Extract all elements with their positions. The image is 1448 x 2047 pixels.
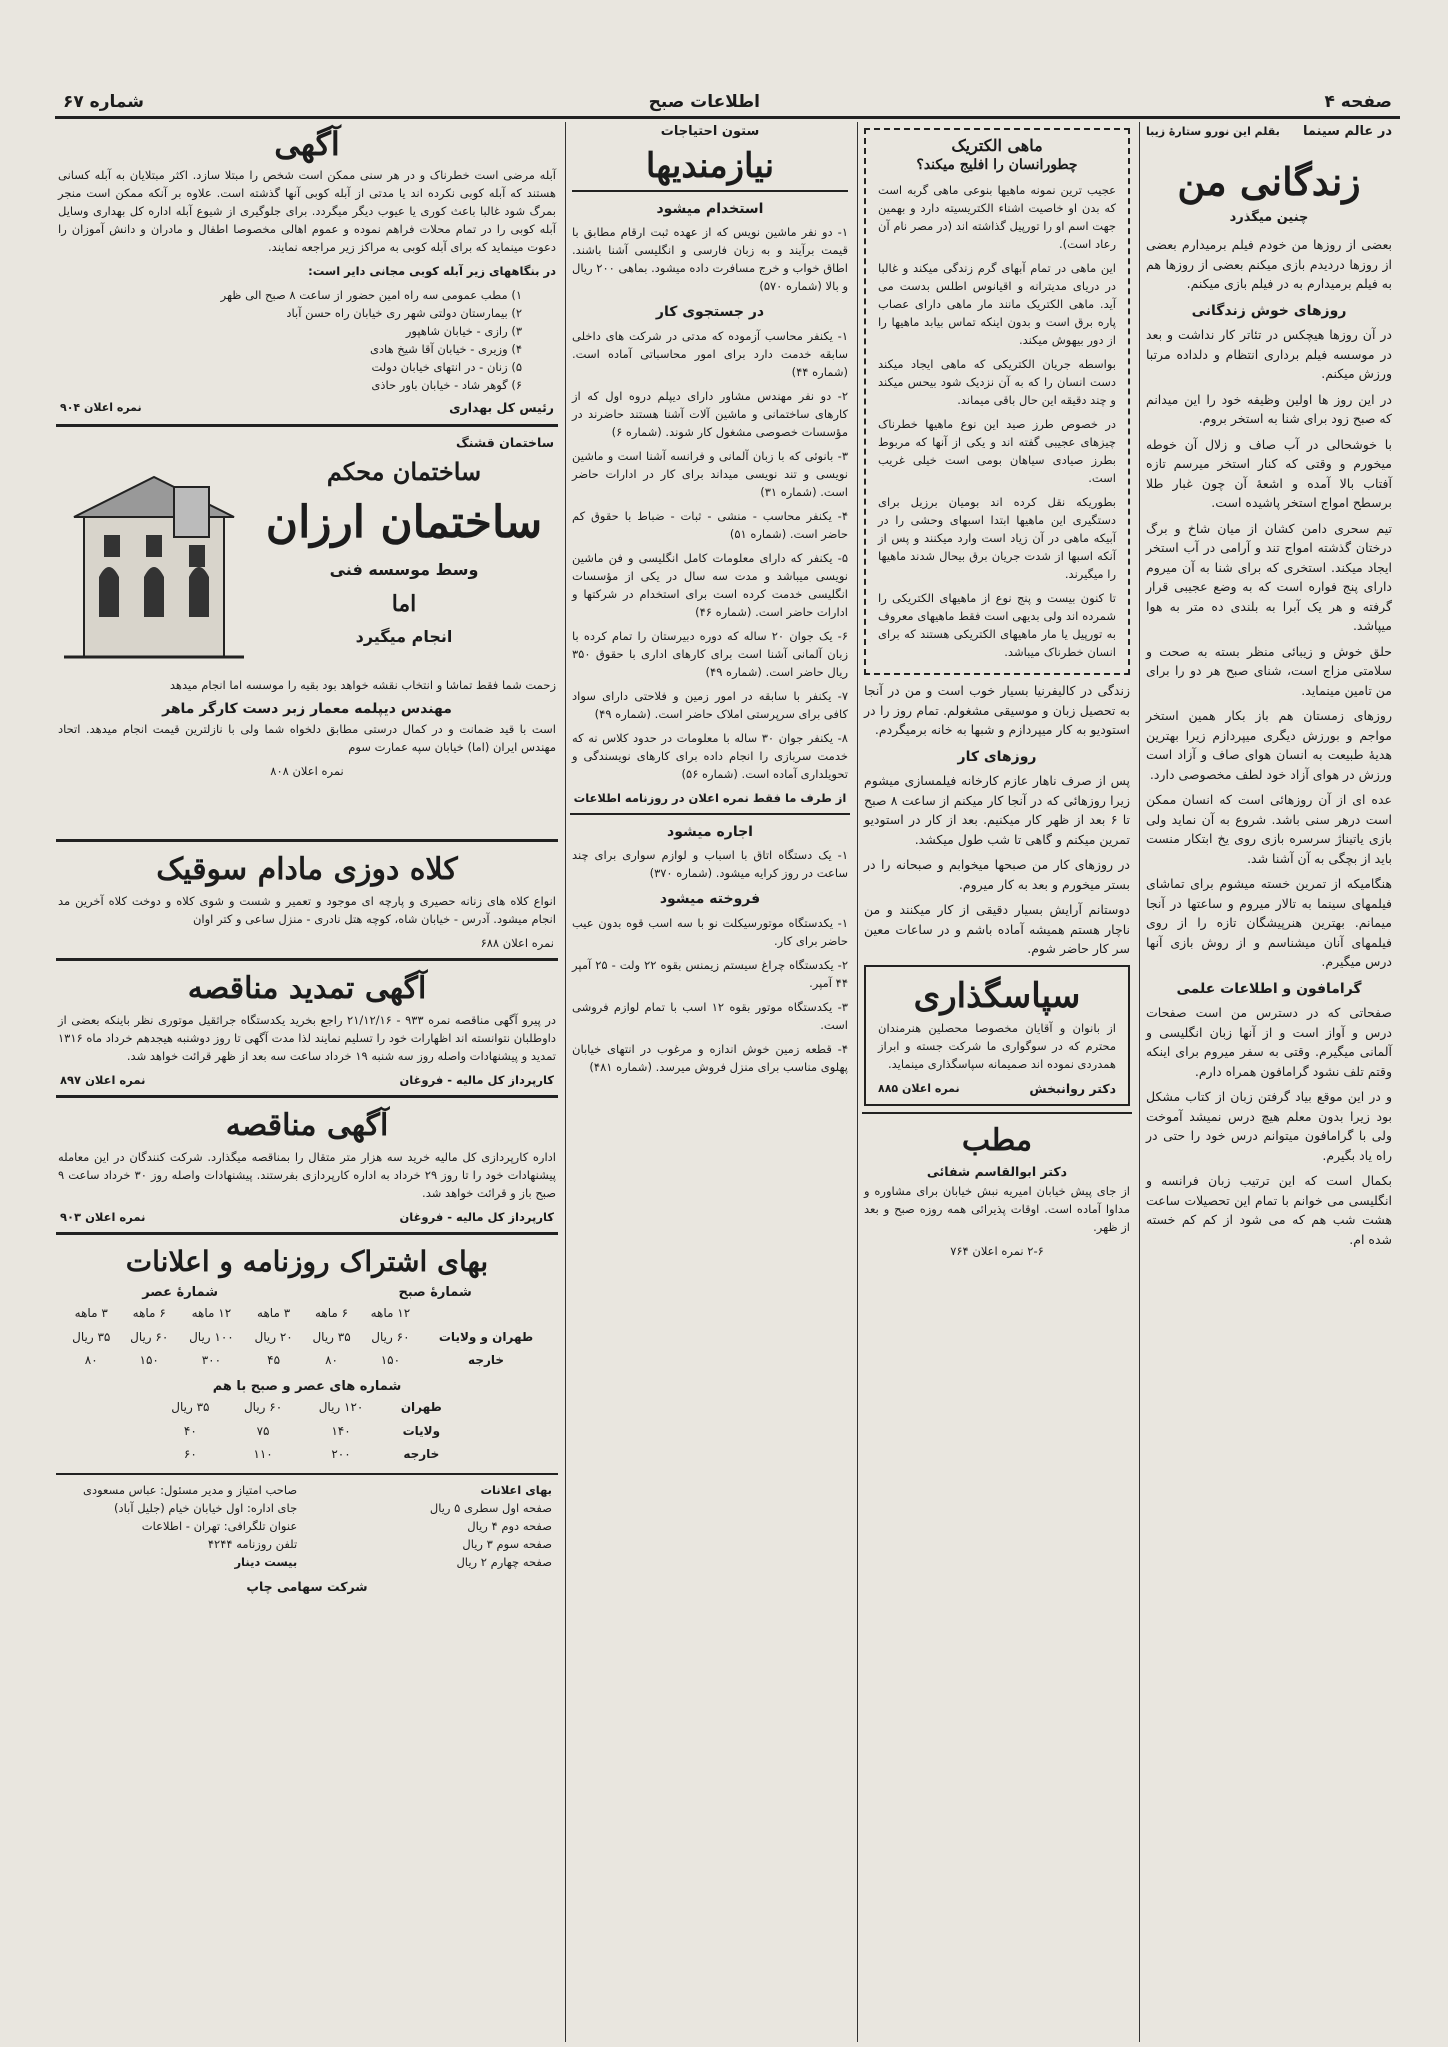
list-item: صفحه چهارم ۲ ریال — [456, 1554, 552, 1569]
table-cell: ۴۵ — [267, 1353, 281, 1367]
table-cell: ۳۵ ریال — [312, 1329, 351, 1344]
byline: بقلم این نورو ستارهٔ زیبا — [1146, 125, 1280, 138]
subheading: روزهای خوش زندگانی — [1191, 302, 1347, 319]
ad-text: از بانوان و آقایان مخصوصا محصلین هنرمندان محترم که در سوگواری ما شرکت جسته و ابراز همدردی نموده اند صمیمانه سپاسگذاری مینماید. — [878, 1020, 1116, 1071]
ad-title: آگهی مناقصه — [225, 1107, 389, 1143]
section-title: نیازمندیها — [572, 142, 848, 192]
paragraph: روزهای زمستان هم باز بکار همین استخر مواجم و بورزش دیگری میپردازم زیرا بهترین هدیهٔ طبیعت به انسان هوای صاف و آزاد است ورزش در هوای آزاد خود لطف مخصوصی دارد. — [1146, 708, 1392, 782]
list-item: ۳) رازی - خیابان شاهپور — [405, 324, 522, 338]
table-cell: ۶۰ ریال — [243, 1400, 283, 1414]
table-cell: ۴۰ — [183, 1423, 197, 1438]
table-header: ۶ ماهه — [132, 1306, 166, 1320]
table-cell: ۱۲۰ ریال — [318, 1400, 364, 1414]
ad-title: آگهی — [274, 125, 340, 163]
issue-price: بیست دینار — [234, 1554, 298, 1569]
table-header: ۱۲ ماهه — [191, 1306, 232, 1320]
masthead — [55, 90, 1400, 119]
divider — [570, 813, 850, 815]
ad-signature: دکتر روانبخش — [1029, 1080, 1116, 1096]
classified-item: ۲- یکدستگاه چراغ سیستم زیمنس بقوه ۲۲ ولت - ۲۵ آمپر ۴۴ آمپر. — [572, 957, 848, 990]
paragraph: عده ای از آن روزهائی است که انسان ممکن است درهر سنی باشد. شروع به آن نماید ولی بازی یاتیناژ سرسره بازی روی یخ ابتکار منست باید از بچگی به آن آشنا شد. — [1146, 792, 1392, 866]
thanks-ad — [864, 965, 1130, 1107]
classified-item: ۱- یکنفر محاسب آزموده که مدتی در شرکت های داخلی سابقه خدمت دارد برای امور محاسباتی آماده است. (شماره ۴۴) — [572, 328, 848, 379]
row-label: طهران — [400, 1400, 442, 1414]
classified-item: ۴- قطعه زمین خوش اندازه و مرغوب در انتهای خیابان پهلوی مناسب برای منزل فروش میرسد. (شماره ۴۸۱) — [572, 1041, 848, 1074]
clinic-list — [92, 286, 522, 394]
telegraph-line: عنوان تلگرافی: تهران - اطلاعات — [141, 1518, 298, 1533]
classified-item: ۱- دو نفر ماشین نویس که از عهده ثبت ارقام مطابق با قیمت برآیند و به زبان فارسی و انگلیسی آشنا باشند. اطاق خواب و خرج مسافرت داده میشود. بماهی ۲۰۰ ریال و بالا (شماره ۵۷۰) — [572, 225, 848, 293]
box-title: بهای اشتراک روزنامه و اعلانات — [125, 1244, 489, 1278]
divider — [56, 1232, 558, 1235]
classified-item: ۵- یکنفر که دارای معلومات کامل انگلیسی و فن ماشین نویسی میباشد و مدت سه سال در یکی از مؤسسات انگلیسی خدمت کرده است برای استخدام در شرکتها و ادارات حاضر است. (شماره ۴۶) — [572, 550, 848, 619]
classified-item: ۲- دو نفر مهندس مشاور دارای دیپلم دروه اول که از کارهای ساختمانی و ماشین آلات آشنا هستند حاضرند در مؤسسات خصوصی مشغول کار شوند. (شماره ۶) — [572, 388, 848, 439]
list-item: صفحه سوم ۳ ریال — [462, 1536, 552, 1551]
divider — [56, 424, 558, 427]
paragraph: بطوریکه نقل کرده اند بومیان برزیل برای دستگیری این ماهیها ابتدا اسبهای وحشی را در آبیکه ماهی در آن زیاد است وارد میکنند و پس از آنکه اسبها از شدت جریان برق بیحال شدند ماهیها را میگیرند. — [878, 495, 1116, 581]
category-heading: استخدام میشود — [656, 200, 764, 217]
list-item: ۶) گوهر شاد - خیابان باور حاذی — [371, 378, 522, 392]
table-header: ۳ ماهه — [74, 1306, 108, 1320]
paragraph: پس از صرف ناهار عازم کارخانه فیلمسازی میشوم زیرا روزهائی که در آنجا کار میکنم از ساعت ۸ صبح تا ۶ بعد از ظهر کار میکنیم. بعد از کار در استودیو تمرین میکنم و گاهی تا شب طول میکشد. — [864, 773, 1131, 847]
row-label: ولایات — [402, 1423, 441, 1438]
ad-text: از جای پیش خیابان امیریه نبش خیابان برای مشاوره و مداوا آماده است. اوقات پذیرائی همه روزه صبح و بعد از ظهر. — [864, 1183, 1130, 1234]
article-title: زندگانی من — [1177, 158, 1361, 204]
tender-ad — [52, 1104, 562, 1226]
ad-text: در پیرو آگهی مناقصه نمره ۹۳۳ - ۲۱/۱۲/۱۶ راجع بخرید یکدستگاه جراثقیل موتوری نظر باینکه بعضی از داوطلبان نتوانسته اند اظهارات خود را تسلیم نمایند لذا مدت آگهی تا روز دوشنبه هیجدهم خرداد ماه ۱۳۱۶ تمدید و پیشنهادات واصله روز سه شنبه ۱۹ خرداد ساعت سه بعد از ظهر قرائت خواهد شد. — [58, 1012, 556, 1063]
list-item: صفحه اول سطری ۵ ریال — [429, 1500, 552, 1515]
ad-text: است با قید ضمانت و در کمال درستی مطابق دلخواه شما ولی با نازلترین قیمت انجام میدهد. اتحاد مهندس ایران (اما) خیابان سپه عمارت سوم — [58, 721, 556, 754]
ad-title: کلاه دوزی مادام سوقیک — [156, 851, 458, 887]
table-cell: ۳۵ ریال — [171, 1400, 210, 1414]
paragraph: و در این موقع بیاد گرفتن زبان از کتاب مشکل بود زیرا بدون معلم هیچ درس نمیشد آموخت ولی با گرامافون میتوانم درس خود را حتی در راه یاد بگیرم. — [1146, 1089, 1392, 1163]
paragraph: در این روز ها اولین وظیفه خود را این میدانم که صبح زود برای شنا به استخر بروم. — [1146, 391, 1392, 426]
paragraph: این ماهی در تمام آبهای گرم زندگی میکند و غالبا در دریای مدیترانه و اقیانوس اطلس بدست می آید. ماهی الکتریک مانند مار ماهی دارای عصاب پاره برق است و بدون اینکه تماس بیابد ماهیها را از دور بیهوش میکند. — [878, 261, 1116, 347]
table-cell: ۲۰ ریال — [254, 1329, 293, 1344]
classified-item: ۷- یکنفر با سابقه در امور زمین و فلاحتی دارای سواد کافی برای سرپرستی املاک حاضر است. (شماره ۴۹) — [572, 688, 848, 721]
table-row — [154, 1443, 460, 1467]
paragraph: حلق خوش و زیبائی منظر بسته به صحت و سلامتی مزاج است، شنای صبح هر دو را برای من تامین مینماید. — [1146, 643, 1392, 698]
paragraph: تیم سحری دامن کشان از میان شاخ و برگ درختان گذشته امواج تند و آرامی در آب استخر ایجاد میکند. استخری که برای شنا به آن میروم دارای پنج فواره است که به وضع عجیبی قرار گرفته و هر یک آبرا به بلندی ده متر به هوا میپاشد. — [1146, 520, 1392, 633]
ad-number: نمره اعلان ۹۰۴ — [60, 401, 142, 414]
ad-text: آبله مرضی است خطرناک و در هر سنی ممکن است شخص را مبتلا سازد. اکثر مبتلایان به آبله کسانی هستند که آبله کوبی نکرده اند یا مدتی از آبله کوبی آنها گذشته است. علاوه بر آنکه ممکن است منجر بمرگ شود غالبا باعث کوری یا عیوب دیگر میگردد. برای جلوگیری از شیوع آبله اداره کل بهداری وسایل آبله کوبی را در تمام محلات فراهم نموده و عموم اهالی مخصوصا اطفال و مادران و دانش آموزان را دعوت مینماید که برای آبله کوبی به مراکز زیر مراجعه نمایند. — [58, 168, 556, 254]
list-item: ۱) مطب عمومی سه راه امین حضور از ساعت ۸ صبح الی ظهر — [220, 288, 522, 302]
ads-column — [52, 122, 562, 2042]
table-header: ۳ ماهه — [257, 1306, 291, 1320]
classified-note: از طرف ما فقط نمره اعلان در روزنامه اطلاعات — [573, 790, 847, 805]
table-cell: ۸۰ — [325, 1353, 338, 1367]
classified-item: ۸- یکنفر جوان ۳۰ ساله با معلومات در حدود کلاس نه که خدمت سربازی را انجام داده برای کارهای نویسندگی و تحویلداری آماده است. (شماره ۵۶) — [572, 730, 848, 781]
ad-subline: انجام میگیرد — [355, 627, 453, 646]
list-item: ۵) زنان - در انتهای خیابان دولت — [371, 360, 522, 374]
row-label: خارجه — [403, 1447, 440, 1461]
table-cell: ۱۵۰ — [380, 1353, 401, 1367]
table-cell: ۸۰ — [84, 1353, 98, 1367]
ad-text: اداره کارپردازی کل مالیه خرید سه هزار متر متقال را بمناقصه میگذارد. شرکت کنندگان در این معامله پیشنهادات خود را تا روز ۲۹ خرداد به اداره کارپردازی بفرستند. پیشنهادات واصله روز ۳۰ خرداد ساعت ۹ صبح باز و قرائت خواهد شد. — [58, 1149, 557, 1200]
price-table — [62, 1302, 552, 1373]
paragraph: عجیب ترین نمونه ماهیها بنوعی ماهی گربه است که بدن او خاصیت اشناء الکتریسیته دارد و بهمین جهت اسم او را تورپیل گذاشته اند (در مصر نام آن رعاد است). — [878, 183, 1116, 251]
combined-label: شماره های عصر و صبح با هم — [212, 1378, 402, 1394]
table-cell: ۶۰ ریال — [130, 1329, 169, 1344]
classified-item: ۱- یک دستگاه اتاق با اسباب و لوازم سواری برای چند ساعت در روز کرایه میشود. (شماره ۳۷۰) — [572, 848, 848, 880]
subheading: گرامافون و اطلاعات علمی — [1176, 980, 1362, 997]
category-heading: فروخته میشود — [659, 891, 761, 907]
ad-text: انواع کلاه های زنانه حصیری و پارچه ای موجود و تعمیر و شست و شوی کلاه و دوخت کلاه آخرین مد انجام میشود. آدرس - خیابان شاه، کوچه هتل نادری - منزل ساعی و کتر اوان — [58, 893, 556, 926]
table-cell: ۳۰۰ — [201, 1353, 222, 1367]
ad-subline: اما — [391, 591, 417, 617]
table-cell: ۲۰۰ — [331, 1447, 351, 1461]
owner-line: صاحب امتیاز و مدیر مسئول: عباس مسعودی — [82, 1482, 298, 1497]
row-label: طهران و ولایات — [438, 1329, 534, 1344]
paragraph: در روزهای کار من صبحها میخوابم و صبحانه را در بستر میخورم و بعد به کار میروم. — [864, 857, 1130, 892]
ad-signature: کارپرداز کل مالیه - فروغان — [399, 1209, 554, 1224]
classified-item: ۱- یکدستگاه موتورسیکلت نو با سه اسب قوه بدون عیب حاضر برای کار. — [572, 915, 848, 948]
ad-roles: مهندس دیپلمه معمار زبر دست کارگر ماهر — [162, 701, 452, 717]
ad-title: سپاسگذاری — [913, 975, 1081, 1016]
classifieds-column — [565, 122, 854, 2042]
doctor-name: دکتر ابوالقاسم شفائی — [926, 1164, 1068, 1179]
ad-number: نمره اعلان ۹۰۳ — [60, 1209, 146, 1224]
phone-line: تلفن روزنامه ۴۲۴۴ — [207, 1536, 298, 1551]
tender-extension-ad — [52, 967, 562, 1089]
ad-number: نمره اعلان ۸۰۸ — [270, 763, 344, 778]
ads-price-title: بهای اعلانات — [480, 1482, 552, 1497]
table-cell: ۱۴۰ — [331, 1423, 351, 1438]
printer-line: شرکت سهامی چاپ — [246, 1578, 368, 1594]
divider — [56, 1095, 558, 1098]
paragraph: در خصوص طرز صید این نوع ماهیها خطرناک چیزهای عجیبی گفته اند و یکی از آنها که مربوط بطرز صیادی سیاهان بومی است خیلی غریب است. — [878, 417, 1116, 485]
paragraph: با خوشحالی در آب صاف و زلال آن خوطه میخورم و وقتی که کنار استخر میرسم تازه آفتاب بالا آمده و اشعهٔ آن چون غبار طلا برسطح امواج استخر پاشیده است. — [1146, 436, 1392, 510]
table-row — [154, 1396, 460, 1420]
ad-text: در بنگاههای زیر آبله کوبی مجانی دایر است: — [308, 264, 556, 278]
category-heading: در جستجوی کار — [655, 304, 765, 320]
table-cell: ۱۱۰ — [253, 1447, 273, 1461]
ad-number: نمره اعلان ۶۸۸ — [480, 935, 554, 950]
classified-item: ۴- یکنفر محاسب - منشی - ثبات - ضباط با حقوق کم حاضر است. (شماره ۵۱) — [572, 508, 848, 541]
table-cell: ۳۵ ریال — [72, 1329, 111, 1344]
evening-label: شمارهٔ عصر — [142, 1284, 219, 1300]
paragraph: بکمال است که این ترتیب زبان فرانسه و انگلیسی می خوانم با تمام این تحصیلات ساعت هشت شب هم که می شود از کم کم خسته شده ام. — [1146, 1173, 1392, 1247]
subheading: روزهای کار — [957, 748, 1037, 765]
cinema-column — [1139, 122, 1398, 2042]
table-cell: ۶۰ — [183, 1447, 197, 1461]
table-cell: ۶۰ ریال — [371, 1329, 410, 1344]
article-subtitle: چطورانسان را افلیج میکند؟ — [916, 156, 1078, 173]
category-heading: اجاره میشود — [667, 823, 753, 840]
ad-title: آگهی تمدید مناقصه — [187, 970, 427, 1006]
issue-number: شماره ۶۷ — [63, 92, 145, 112]
ad-subline: وسط موسسه فنی — [329, 560, 479, 579]
row-label: خارجه — [468, 1353, 505, 1367]
hat-ad — [52, 848, 562, 952]
ad-title: مطب — [961, 1123, 1033, 1158]
building-illustration — [64, 457, 244, 667]
table-row — [62, 1349, 552, 1373]
article-subtitle: چنین میگذرد — [1229, 209, 1309, 225]
paragraph: هنگامیکه از تمرین خسته میشوم برای تماشای فیلمهای سینما به تالار میروم و ساعتها در آنجا میمانم. بهترین هنرپیشگان تازه را از روی فیلمهای آنان میشناسم و از روش بازی آنها درس میگیرم. — [1146, 876, 1392, 969]
table-row — [154, 1420, 460, 1444]
table-row — [62, 1326, 552, 1350]
article-title: ماهی الکتریک — [951, 136, 1043, 155]
morning-label: شمارهٔ صبح — [398, 1284, 472, 1300]
ad-signature: کارپرداز کل مالیه - فروغان — [399, 1072, 554, 1087]
combined-table — [154, 1396, 460, 1467]
middle-column — [857, 122, 1136, 2042]
classified-item: ۳- بانوئی که با زبان آلمانی و فرانسه آشنا است و ماشین نویسی و تند نویسی میداند برای کار در ادارات حاضر است. (شماره ۳۱) — [572, 448, 848, 499]
clinic-ad — [858, 1120, 1136, 1260]
paragraph: بواسطه جریان الکتریکی که ماهی ایجاد میکند دست انسان را که به آن نزدیک شود بیحس میکند و چند دقیقه این حال باقی میماند. — [878, 357, 1116, 407]
paragraph: در آن روزها هیچکس در تئاتر کار نداشت و بعد در موسسه فیلم برداری انتظام و دلداده مرتبا ورزش میکنم. — [1146, 327, 1392, 381]
divider — [56, 839, 558, 842]
table-header: ۱۲ ماهه — [370, 1306, 411, 1320]
ad-label: ساختمان قشنگ — [456, 434, 554, 450]
list-item: ۴) وزیری - خیابان آقا شیخ هادی — [369, 342, 522, 356]
ad-headline: ساختمان محکم — [326, 457, 482, 486]
divider — [56, 958, 558, 961]
table-cell: ۷۵ — [256, 1423, 270, 1438]
divider — [862, 1112, 1132, 1114]
ad-signature: رئیس کل بهداری — [449, 400, 554, 415]
list-item: ۲) بیمارستان دولتی شهر ری خیابان راه حسن آباد — [286, 306, 522, 320]
divider — [56, 1473, 558, 1475]
ad-number: نمره اعلان ۸۹۷ — [60, 1072, 146, 1087]
section-label: ستون احتیاجات — [660, 124, 760, 139]
building-ad — [52, 433, 562, 833]
paragraph: دوستانم آرایش بسیار دقیقی از کار میکنند و من ناچار هستم همیشه آماده باشم و در ساعات معین سر کار حاضر شوم. — [864, 902, 1130, 956]
table-cell: ۱۰۰ ریال — [189, 1329, 234, 1344]
paragraph: بعضی از روزها من خودم فیلم برمیدارم بعضی از روزها دردیدم بازی میکنم بعضی از روزها هم به فیلم برمیدارم به در فیلم بازی میکنم. — [1146, 237, 1392, 291]
paragraph: تا کنون بیست و پنج نوع از ماهیهای الکتریکی را شمرده اند ولی بدیهی است فقط ماهیهای معروف به تورپیل یا مار ماهیهای الکتریکی هستند که برای انسان خطرناک میباشد. — [878, 591, 1116, 659]
paragraph: زندگی در کالیفرنیا بسیار خوب است و من در آنجا به تحصیل زبان و موسیقی مشغولم. تمام روز را در استودیو به کار میپردازم و شبها به خانه برمیگردم. — [864, 683, 1130, 737]
address-line: جای اداره: اول خیابان خیام (جلیل آباد) — [114, 1500, 298, 1515]
ad-number: ۲-۶ نمره اعلان ۷۶۴ — [950, 1243, 1044, 1258]
table-cell: ۱۵۰ — [139, 1353, 159, 1367]
ad-number: نمره اعلان ۸۸۵ — [878, 1081, 960, 1095]
classified-item: ۳- یکدستگاه موتور بقوه ۱۲ اسب با تمام لوازم فروشی است. — [572, 999, 848, 1032]
paper-name: اطلاعات صبح — [648, 92, 760, 112]
electric-fish-article — [864, 128, 1130, 675]
table-header: ۶ ماهه — [315, 1306, 349, 1320]
subscription-box — [52, 1241, 562, 1597]
list-item: صفحه دوم ۴ ریال — [467, 1518, 552, 1533]
smallpox-ad — [52, 122, 562, 418]
ad-text: زحمت شما فقط تماشا و انتخاب نقشه خواهد بود بقیه را موسسه اما انجام میدهد — [169, 678, 556, 692]
page-number: صفحه ۴ — [1324, 92, 1392, 112]
section-label: در عالم سینما — [1302, 124, 1392, 139]
ad-headline: ساختمان ارزان — [265, 497, 543, 548]
paragraph: صفحاتی که در دسترس من است صفحات درس و آواز است و از آنها زبان انگلیسی و آلمانی میگیرم. وقتی به سفر میروم برای اینکه وقتم تلف نشود گرامافون همراه دارم. — [1146, 1005, 1392, 1079]
classified-item: ۶- یک جوان ۲۰ ساله که دوره دبیرستان را تمام کرده با زبان آلمانی آشنا است برای کارهای اداری با حقوق ۳۵۰ ریال حاضر است. (شماره ۴۹) — [572, 628, 848, 679]
